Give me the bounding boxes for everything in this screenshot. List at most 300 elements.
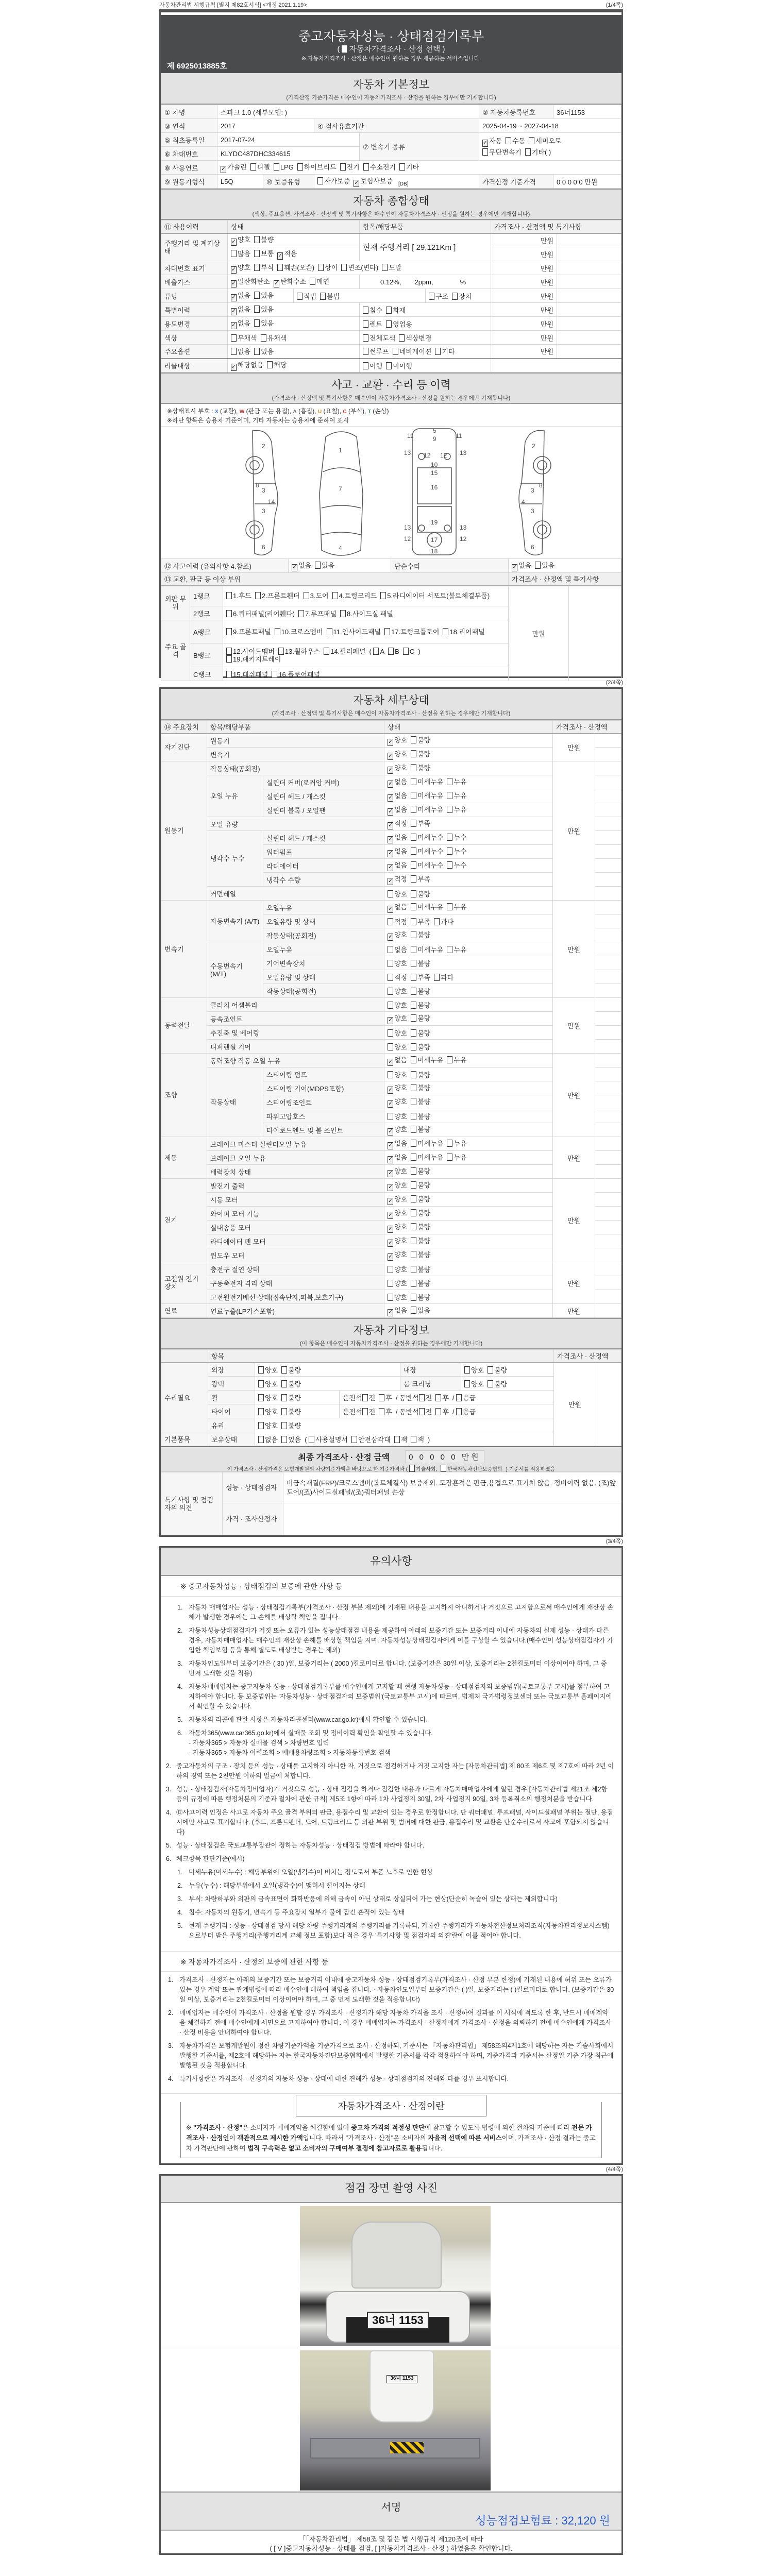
checkbox-label: 미세누유 — [417, 1056, 444, 1064]
checkbox-option — [388, 648, 399, 655]
item-status — [384, 1207, 553, 1221]
checkbox-label: 적정 — [394, 820, 408, 827]
checkbox-option — [267, 360, 287, 369]
penalty-notes-list — [168, 1761, 614, 1864]
legend-symbol: U — [317, 409, 322, 415]
unit: 만원 — [553, 998, 595, 1054]
list-item — [168, 2008, 614, 2038]
unchecked-box-icon — [411, 1181, 416, 1189]
checked-box-icon: ✓ — [388, 878, 393, 884]
checkbox-option — [443, 628, 484, 636]
checkbox-label: 수동 — [512, 137, 526, 145]
checked-box-icon: ✓ — [388, 753, 393, 759]
unchecked-box-icon — [447, 903, 452, 910]
checkbox-label: 전기 — [346, 163, 360, 171]
item-status — [384, 984, 553, 998]
checkbox-option — [388, 776, 407, 788]
checkbox-label: 없음 — [394, 903, 408, 911]
subsystem-name: 작동상태 — [207, 1067, 263, 1137]
unchecked-box-icon — [281, 1422, 287, 1429]
unit: 만원 — [553, 901, 595, 998]
checkbox-label: 전 — [368, 1394, 376, 1402]
checked-box-icon: ✓ — [388, 864, 393, 870]
checks — [419, 1408, 452, 1416]
checkbox-option — [411, 1028, 430, 1038]
item-status — [384, 914, 553, 928]
unchecked-box-icon — [411, 778, 416, 785]
list-text: 매매업자는 매수인이 가격조사 · 산정을 원할 경우 가격조사 · 산정자가 해당 자동차 가격을 조사 · 산정하여 결과를 이 서식에 적도록 한 후, 반드시 매매계약을 체결하기 전에 매수인에게 서면으로 고지하여야 합니다. 이 경우 매매업자는 가격조사 · 산정자에게 가격조사 · 산정을 의뢰하기 전에 매수인에게 가격조사 · 산정 비용을 안내하여야 합니다. — [179, 2009, 612, 2036]
checked-box-icon: ✓ — [231, 266, 237, 273]
checkbox-option — [411, 1111, 430, 1121]
checkbox-option — [231, 346, 250, 356]
car-diagram — [161, 427, 621, 558]
checked-box-icon: ✓ — [388, 781, 393, 787]
item-status — [384, 1234, 553, 1248]
checkbox-label: 양호 — [394, 890, 408, 898]
checked-box-icon: ✓ — [388, 1170, 393, 1176]
form-reference: 자동차관리법 시행규칙 [별지 제82호서식] <개정 2021.1.19> — [159, 2, 307, 8]
item-status — [384, 942, 553, 956]
unchecked-box-icon — [411, 806, 416, 813]
label: ② 자동차등록번호 — [479, 105, 553, 119]
table-row — [161, 1262, 621, 1276]
unchecked-box-icon — [411, 1307, 416, 1314]
unchecked-box-icon — [399, 334, 405, 342]
col-header: 항목/해당부품 — [207, 721, 384, 734]
svg-text:12: 12 — [424, 452, 431, 459]
item-status — [384, 817, 553, 831]
notes-subheading: ※ 중고자동차성능 · 상태점검의 보증에 관한 사항 등 — [161, 1576, 621, 1597]
accident-table — [161, 558, 621, 681]
unchecked-box-icon — [411, 988, 416, 995]
unchecked-box-icon — [298, 610, 304, 617]
label: 주요옵션 — [161, 345, 228, 359]
recall-parts — [360, 359, 491, 372]
checkbox-label: 없음 — [394, 806, 408, 814]
checkbox-label: 있음 — [261, 319, 274, 327]
unchecked-box-icon — [434, 974, 440, 981]
checkbox-label: 일산화탄소 — [238, 278, 270, 285]
base-price: 0 0 0 0 0 만원 — [553, 175, 621, 189]
table-row — [161, 887, 621, 901]
section-title: 자동차 기타정보 — [353, 1325, 429, 1336]
checkbox-option — [394, 1434, 408, 1444]
col-header: 항목/해당부품 — [360, 221, 491, 233]
subsystem-name: 냉각수 누수 — [207, 831, 263, 887]
checkbox-label: 불량 — [261, 236, 274, 244]
simple-repair — [509, 559, 621, 573]
unchecked-box-icon — [351, 1436, 357, 1443]
item-name: 브레이크 마스터 실린더오일 누유 — [207, 1137, 384, 1151]
price-cell — [557, 331, 621, 345]
vin: KLYDC487DHC334615 — [217, 147, 360, 161]
unchecked-box-icon — [393, 348, 398, 355]
item-status — [384, 1026, 553, 1040]
checked-box-icon: ✓ — [354, 180, 359, 186]
checkbox-option — [411, 1082, 430, 1092]
unchecked-box-icon — [297, 293, 303, 300]
checkbox-option — [254, 318, 274, 328]
item-name: 라디에이터 — [263, 859, 384, 873]
unchecked-box-icon — [419, 1408, 425, 1415]
item-name: 등속조인트 — [207, 1012, 384, 1026]
checkbox-option — [231, 360, 263, 371]
checkbox-label: 있음 — [417, 1307, 431, 1314]
checkbox-option — [254, 290, 274, 300]
list-text: 성능 · 상태점검은 국토교통부장관이 정하는 자동차성능 · 상태점검 방법에 따라야 합니다. — [176, 1842, 425, 1849]
checkbox-label: 없음 — [394, 792, 408, 800]
checkbox-option — [411, 1292, 430, 1302]
checkbox-option — [435, 1406, 449, 1416]
item-status — [384, 1067, 553, 1081]
checkbox-option — [447, 846, 466, 856]
svg-text:14: 14 — [268, 498, 275, 505]
definition-segment: 은 소비자가 매매계약을 체결함에 있어 — [242, 2124, 351, 2131]
checkbox-option — [226, 669, 268, 679]
svg-text:11: 11 — [407, 432, 414, 439]
list-text: 자동차가격은 보험개발원이 정한 차량기준가액을 기준가격으로 조사 · 산정하되, 기준서는 「자동차관리법」 제58조의4제1호에 해당하는 자는 기술사회에서 발행한 기준서를, 제2호에 해당하는 자는 한국자동차진단보증협회에서 발행한 기준서를 각각 적용하여야 하며, 기준가격과 기준서는 산정일 기준 가장 최근에 발행된 것을 적용합니다. — [179, 2042, 614, 2069]
list-text: 가격조사 · 산정자는 아래의 보증기간 또는 보증거리 이내에 중고자동차 성능 · 상태점검기록부(가격조사 · 산정 부분 한정)에 기재된 내용에 허위 또는 오류가 있는 경우 계약 또는 관계법령에 따라 매수인에 대하여 책임을 집니다. · 자동차인도일부터 보증기간은 ( )일, 보증거리는 ( )킬로미터로 합니다. (보증기간은 30일 이상, 보증거리는 2천킬로미터 이상이어야 하며, 그 중 먼저 도래한 것을 적용합니다) — [179, 1976, 614, 2003]
svg-text:1: 1 — [339, 447, 342, 454]
checkbox-option — [411, 889, 430, 899]
unchecked-box-icon — [411, 861, 416, 869]
divider — [161, 12, 621, 15]
item-name: 작동상태(공회전) — [263, 984, 384, 998]
checkbox-option — [363, 346, 389, 356]
checkbox-option — [332, 592, 377, 600]
unit: 만원 — [491, 261, 557, 275]
checkbox-option — [411, 972, 430, 982]
unchecked-box-icon — [261, 334, 266, 342]
label: ⑧ 사용연료 — [161, 161, 217, 175]
checkbox-label: 불량 — [417, 1279, 431, 1287]
price-cell — [595, 1054, 621, 1067]
checkbox-label: 양호 — [394, 1223, 408, 1231]
label: 가격산정 기준가격 — [479, 175, 553, 189]
checkbox-label: 8.사이드실 패널 — [347, 609, 393, 618]
table-row — [161, 775, 621, 789]
label: 특기사항 및 점검자의 의견 — [161, 1472, 223, 1535]
checkbox-label: 양호 — [394, 987, 408, 995]
item-name: 파워고압호스 — [263, 1109, 384, 1123]
warranty-notes-list — [177, 1603, 614, 1758]
subtitle-text: 자동차가격조사 · 산정 선택 — [349, 45, 441, 54]
label: 광택 — [208, 1377, 255, 1391]
svg-text:11: 11 — [456, 432, 462, 439]
unchecked-box-icon — [304, 592, 309, 599]
checkbox-label: 불량 — [417, 1251, 431, 1259]
page-number: (1/4쪽) — [606, 2, 623, 8]
list-number: 2. — [166, 1762, 172, 1770]
price-cell — [595, 1026, 621, 1040]
checkbox-option — [411, 1152, 443, 1162]
item-name: 커먼레일 — [207, 887, 384, 901]
unit: 만원 — [491, 275, 557, 289]
front-photo-image — [300, 2206, 491, 2346]
svg-text:3: 3 — [262, 507, 265, 515]
unchecked-box-icon — [254, 250, 260, 257]
price-cell — [595, 1012, 621, 1026]
detail-status-table — [161, 720, 621, 1318]
checkbox-option — [411, 749, 430, 758]
checkbox-label: 유채색 — [267, 334, 287, 342]
tuning — [228, 289, 294, 303]
checked-box-icon: ✓ — [231, 308, 237, 314]
checkbox-label: 양호 — [394, 736, 408, 744]
item-name: 구동축전지 격리 상태 — [207, 1276, 384, 1290]
checks — [456, 1408, 479, 1416]
checkbox-option — [388, 1152, 407, 1163]
unchecked-box-icon — [363, 320, 368, 328]
item-name: 스티어링 펌프 — [263, 1067, 384, 1081]
label: 차대번호 표기 — [161, 261, 228, 275]
checkbox-option — [281, 1393, 301, 1402]
checkbox-label: 적정 — [394, 918, 408, 926]
system-name: 고전원 전기장치 — [161, 1262, 207, 1304]
unchecked-box-icon — [411, 834, 416, 841]
unchecked-box-icon — [411, 1029, 416, 1037]
unchecked-box-icon — [488, 1366, 493, 1374]
checkbox-option — [388, 972, 407, 982]
checkbox-option — [525, 147, 551, 158]
section-header-notes — [161, 1548, 621, 1576]
price-cell — [595, 845, 621, 859]
unchecked-box-icon — [340, 163, 346, 171]
checkbox-label: A — [380, 647, 385, 655]
checkbox-option — [277, 262, 314, 272]
checkbox-label: 양호 — [394, 1029, 408, 1037]
checks — [226, 655, 284, 663]
item-name: 브레이크 오일 누유 — [207, 1151, 384, 1165]
tuning-legality — [294, 289, 426, 303]
list-item — [177, 1626, 614, 1655]
rank-label: A랭크 — [190, 620, 223, 643]
checkbox-label: 적정 — [394, 973, 408, 981]
checkbox-option — [226, 655, 281, 663]
checkbox-option — [318, 262, 338, 272]
notes — [161, 1576, 621, 2163]
checked-box-icon: ✓ — [388, 836, 393, 842]
unchecked-box-icon — [411, 764, 416, 771]
rank2-parts — [223, 606, 509, 620]
table-row — [161, 817, 621, 831]
checked-box-icon: ✓ — [274, 280, 279, 286]
checkbox-label: 누수 — [453, 848, 467, 855]
checkbox-label: 누유 — [453, 778, 467, 786]
unchecked-box-icon — [435, 1408, 441, 1415]
unchecked-box-icon — [388, 974, 393, 981]
svg-text:13: 13 — [460, 524, 467, 531]
rank-label: 1랭크 — [190, 586, 223, 606]
unchecked-box-icon — [309, 1436, 314, 1443]
unchecked-box-icon — [320, 293, 326, 300]
price-cell — [595, 1276, 621, 1290]
item-status — [384, 1137, 553, 1151]
detail-rows — [161, 721, 621, 1318]
item-name: 실린더 헤드 / 개스킷 — [263, 789, 384, 803]
checkbox-option — [373, 648, 384, 655]
label: 용도변경 — [161, 317, 228, 331]
checkbox-label: 양호 — [394, 764, 408, 772]
checkbox-option — [354, 176, 393, 187]
list-item — [166, 1841, 614, 1851]
glass — [255, 1418, 554, 1432]
document-subtitle — [161, 43, 621, 54]
checkbox-option — [388, 1055, 407, 1066]
list-number: 2. — [168, 2009, 174, 2016]
checkbox-label: 사용설명서 — [315, 1435, 348, 1444]
checkbox-option — [297, 162, 337, 172]
checkbox-option — [411, 986, 430, 996]
checkbox-label: 렌트 — [369, 320, 383, 328]
unchecked-box-icon — [258, 1380, 264, 1387]
table-row — [161, 748, 621, 761]
checkbox-option — [388, 986, 407, 996]
checkbox-label: 불량 — [417, 1029, 431, 1037]
checkbox-label: 없음 — [238, 348, 251, 356]
list-text: ⑫사고이력 인정은 사고로 자동차 주요 골격 부위의 판금, 용접수리 및 교환이 있는 경우로 한정합니다. 단 쿼터패널, 루프패널, 사이드실패널 부위는 절단, 용접 시에만 사고로 표기합니다. (후드, 프론트펜더, 도어, 트렁크리드 등 외판 부위 및 범퍼에 대한 판금, 용접수리 및 교환은 단순수리로서 사고에 포함되지 않습니다) — [176, 1809, 613, 1836]
checkbox-option — [419, 1393, 432, 1402]
checkbox-option — [388, 944, 407, 954]
list-text: 누유(누수) : 해당부위에서 오일(냉각수)이 맺혀서 떨어지는 상태 — [189, 1882, 365, 1889]
unchecked-box-icon — [411, 1294, 416, 1301]
price-cell — [595, 1193, 621, 1207]
fuel-type — [217, 161, 621, 175]
checkbox-label: 안전삼각대 — [358, 1435, 391, 1444]
checked-box-icon: ✓ — [388, 1128, 393, 1134]
checkbox-label: 기타 — [442, 348, 455, 356]
checkbox-option — [411, 929, 430, 939]
section-note: (이 항목은 매수인이 자동차가격조사 · 산정을 원하는 경우에만 기재합니다) — [299, 1341, 483, 1347]
list-text: 자동차인도일부터 보증기간은 ( 30 )일, 보증거리는 ( 2000 )킬로미터로 합니다. (보증기간은 30일 이상, 보증거리는 2천킬로미터 이상이어야 하며, 그 중 먼저 도래한 것을 적용) — [189, 1660, 607, 1677]
price-cell — [595, 1221, 621, 1234]
checkbox-option — [258, 1406, 278, 1416]
item-status — [384, 1290, 553, 1304]
unchecked-box-icon — [488, 1380, 493, 1387]
svg-text:8: 8 — [539, 482, 543, 489]
unchecked-box-icon — [380, 592, 386, 599]
checkbox-label: 전 — [425, 1408, 432, 1416]
checkbox-option — [281, 1365, 301, 1375]
list-item — [168, 1975, 614, 2005]
item-name: 라디에이터 팬 모터 — [207, 1234, 384, 1248]
unchecked-box-icon — [258, 1408, 264, 1415]
unchecked-box-icon — [435, 1394, 441, 1401]
checked-box-icon: ✓ — [512, 564, 517, 570]
empty-cell — [491, 359, 621, 372]
svg-text:16: 16 — [431, 484, 438, 491]
section-header-accident — [161, 372, 621, 404]
list-item — [177, 1908, 614, 1918]
svg-text:12: 12 — [460, 535, 467, 543]
checkbox-option — [363, 333, 395, 343]
checkbox-option — [388, 1235, 407, 1247]
checkbox-option — [250, 162, 270, 172]
list-item — [177, 1881, 614, 1891]
checkbox-label: 구조 — [435, 292, 449, 300]
checkbox-option — [340, 608, 393, 618]
unit: 만원 — [491, 233, 557, 247]
checkbox-option — [409, 1465, 437, 1472]
checkbox-label: 없음 — [298, 562, 312, 569]
checkbox-option — [411, 804, 443, 814]
tire — [255, 1404, 340, 1418]
item-status — [384, 831, 553, 845]
table-row — [161, 1290, 621, 1304]
checkbox-label: 없음 — [394, 1307, 408, 1314]
checked-box-icon: ✓ — [388, 808, 393, 815]
table-row — [161, 1221, 621, 1234]
car-body-diagram-icon — [161, 427, 621, 558]
checked-box-icon: ✓ — [388, 1142, 393, 1148]
label: ⑨ 원동기형식 — [161, 175, 217, 189]
list-item — [166, 1808, 614, 1837]
checkbox-label: 기타 — [406, 163, 419, 171]
checkbox-label: 13.휠하우스 — [284, 647, 321, 655]
checked-box-icon: ✓ — [483, 139, 488, 146]
car-rear-shape — [369, 2350, 434, 2422]
item-status — [384, 761, 553, 775]
svg-text:8: 8 — [256, 482, 259, 489]
item-status — [384, 1054, 553, 1067]
checkbox-option — [258, 1420, 278, 1430]
unit: 만원 — [491, 303, 557, 317]
registration-number: 36너1153 — [553, 105, 621, 119]
unchecked-box-icon — [226, 592, 232, 599]
checkbox-label: 양호 — [394, 1112, 408, 1121]
top-view — [320, 432, 363, 555]
list-text: 자동차매매업자는 중고자동차 성능 · 상태점검기록부를 매수인에게 고지할 때 현행 자동차성능 · 상태점검자의 보증범위(국토교통부 고시)를 첨부하여 고지하여야 합니다. 동 보증범위는 '자동차성능 · 상태점검자의 보증범위'(국토교통부 고시)에 따르며, 법제처 국가법령정보센터 또는 국토교통부 홈페이지에서 확인할 수 있습니다. — [189, 1683, 612, 1710]
price-cell — [557, 233, 621, 247]
item-status — [384, 1276, 553, 1290]
checkbox-option — [388, 1208, 407, 1219]
unchecked-box-icon — [231, 348, 237, 355]
price-cell — [595, 1207, 621, 1221]
checks — [482, 147, 618, 158]
checkbox-option — [447, 1138, 466, 1148]
price-cell — [595, 1040, 621, 1054]
col-header: ⑪ 사용이력 — [161, 221, 228, 233]
checkbox-option — [309, 1434, 348, 1444]
checkbox-label: 누유 — [453, 1140, 467, 1147]
checkbox-option — [388, 1292, 407, 1302]
checkbox-label: 누유 — [453, 1056, 467, 1064]
final-price-note — [161, 1465, 621, 1472]
definition-segment: 입니다. 따라서 "가격조사 · 산정"은 소비자의 — [303, 2134, 428, 2142]
checkbox-label: 양호 — [394, 1195, 408, 1203]
unchecked-box-icon — [411, 960, 416, 967]
item-name: 충전구 절연 상태 — [207, 1262, 384, 1276]
checkbox-label: 미세누유 — [417, 806, 444, 814]
list-number: 5. — [177, 1922, 183, 1929]
label: 룸 크리닝 — [400, 1377, 461, 1391]
checkbox-option — [386, 319, 412, 329]
unchecked-box-icon — [464, 1380, 470, 1387]
document-number: 제 6925013885호 — [167, 62, 227, 71]
unchecked-box-icon — [332, 592, 338, 599]
list-text: 자동차365(www.car365.go.kr)에서 실매물 조회 및 정비이력 확인을 확인할 수 있습니다. - 자동차365 > 자동차 실매물 검색 > 차량번호 입력 - 자동차365 > 자동차 이력조회 > 매매용차량조회 > 자동차등록번호 검색 — [189, 1730, 433, 1756]
checkbox-option — [380, 592, 490, 600]
checkbox-option — [411, 762, 430, 772]
checkbox-option — [388, 1111, 407, 1121]
unchecked-box-icon — [341, 264, 347, 271]
item-status — [384, 1151, 553, 1165]
label: 타이어 — [208, 1404, 255, 1418]
final-price — [161, 1446, 621, 1472]
checkbox-label: 미세누수 — [417, 834, 444, 841]
mileage-condition — [228, 233, 360, 247]
checked-box-icon: ✓ — [231, 239, 237, 245]
